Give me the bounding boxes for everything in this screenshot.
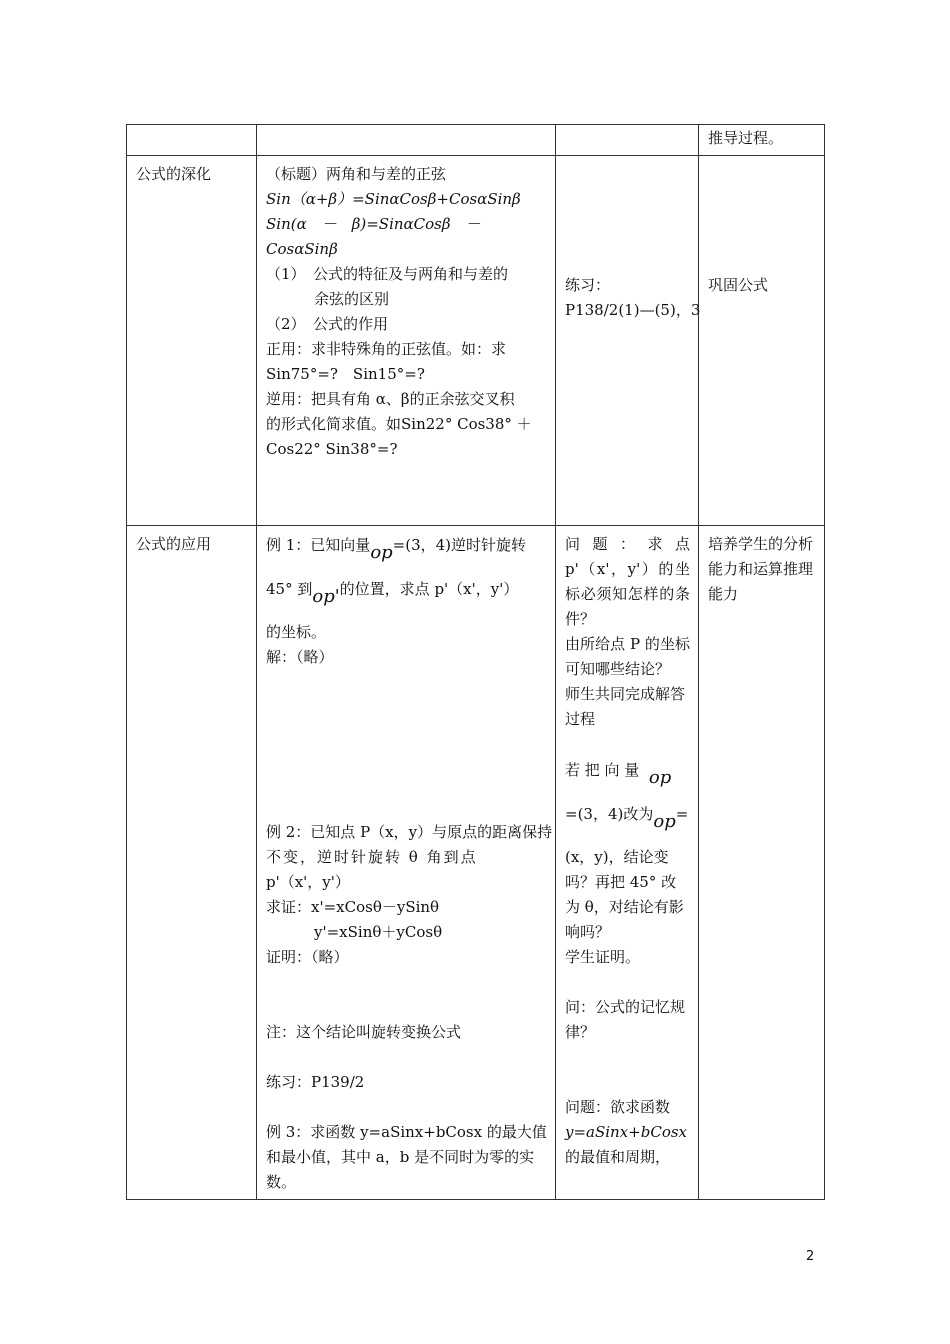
content-cell (257, 526, 556, 1200)
text-block: 问：公式的记忆规律？ (565, 998, 686, 1041)
objective-cell: 巩固公式 (699, 156, 825, 526)
text-line: （2） 公式的作用 (266, 315, 389, 333)
cell (699, 125, 825, 156)
text-line: 例 1：已知向量op=(3，4)逆时针旋转 (266, 536, 527, 563)
text-line: 的形式化简求值。如Sin22° Cos38° ＋ (266, 415, 532, 433)
text-line: Cos22° Sin38°=? (266, 440, 398, 458)
text-block: 师生共同完成解答过程 (565, 685, 686, 728)
table-row (127, 125, 825, 156)
text-line: （标题）两角和与差的正弦 (266, 165, 447, 183)
text-line: Sin75°=? Sin15°=? (266, 365, 425, 383)
text-line: p'（x'，y'） (266, 873, 350, 891)
text-line: 正用：求非特殊角的正弦值。如：求 (266, 340, 507, 358)
text-line: 练习：P139/2 (266, 1073, 365, 1091)
section-label: 公式的深化 (127, 156, 257, 526)
objective-text: 推导过程。 (708, 129, 784, 147)
lesson-plan-table (126, 124, 825, 1200)
text-block: 问题：求点p'（x'，y'）的坐标必须知怎样的条件？ (565, 535, 690, 628)
text-block: 由所给点 P 的坐标可知哪些结论？ (565, 635, 690, 678)
text-line: 例 3：求函数 y=aSinx+bCosx 的最大值 (266, 1123, 547, 1141)
vector-op: op (653, 811, 676, 832)
text-line: 45° 到op'的位置，求点 p'（x'，y'） (266, 580, 519, 607)
text-line: 问题：欲求函数 (565, 1098, 671, 1116)
table-row (127, 526, 825, 1200)
content-cell (257, 156, 556, 526)
text-line: 不变，逆时针旋转 θ 角到点 (266, 848, 478, 866)
text-block: 学生证明。 (565, 948, 641, 966)
cell (127, 125, 257, 156)
text-line: 余弦的区别 (314, 290, 390, 308)
text-line: 数。 (266, 1173, 297, 1191)
formula-line: y=aSinx+bCosx (565, 1123, 688, 1141)
cell (556, 125, 699, 156)
table-row (127, 156, 825, 526)
vector-op: op (648, 767, 672, 788)
page-number: 2 (806, 1249, 815, 1264)
text-line: （1） 公式的特征及与两角和与差的 (266, 265, 509, 283)
activity-cell (556, 526, 699, 1200)
section-label: 公式的应用 (127, 526, 257, 1200)
activity-cell (556, 156, 699, 526)
text-line: 练习： (565, 276, 611, 294)
cell (257, 125, 556, 156)
vector-op: op (370, 542, 393, 563)
text-line: 的坐标。 (266, 623, 327, 641)
text-line: P138/2(1)—(5)，3 (565, 301, 701, 319)
formula-line: Sin(α － β)=SinαCosβ － (266, 215, 481, 233)
text-line: 的最值和周期， (565, 1148, 671, 1166)
text-line: 逆用：把具有角 α、β的正余弦交叉积 (266, 390, 515, 408)
objective-cell: 培养学生的分析能力和运算推理能力 (699, 526, 825, 1200)
text-line: 例 2：已知点 P（x，y）与原点的距离保持 (266, 823, 553, 841)
vector-op-prime: op' (312, 586, 340, 607)
text-line: 注：这个结论叫旋转变换公式 (266, 1023, 462, 1041)
text-line: 求证：x'=xCosθ－ySinθ (266, 898, 440, 916)
text-block: (x，y)，结论变吗？再把 45° 改为 θ，对结论有影响吗？ (565, 848, 684, 941)
formula-line: Sin（α+β）=SinαCosβ+CosαSinβ (266, 190, 521, 208)
text-line: 证明：（略） (266, 948, 349, 966)
text-line: 解：（略） (266, 648, 334, 666)
text-line: y'=xSinθ＋yCosθ (314, 923, 443, 941)
text-line: =(3，4)改为op= (565, 805, 689, 832)
formula-line: CosαSinβ (266, 240, 338, 258)
text-line: 若 把 向 量 op (565, 761, 672, 788)
text-line: 和最小值，其中 a，b 是不同时为零的实 (266, 1148, 535, 1166)
